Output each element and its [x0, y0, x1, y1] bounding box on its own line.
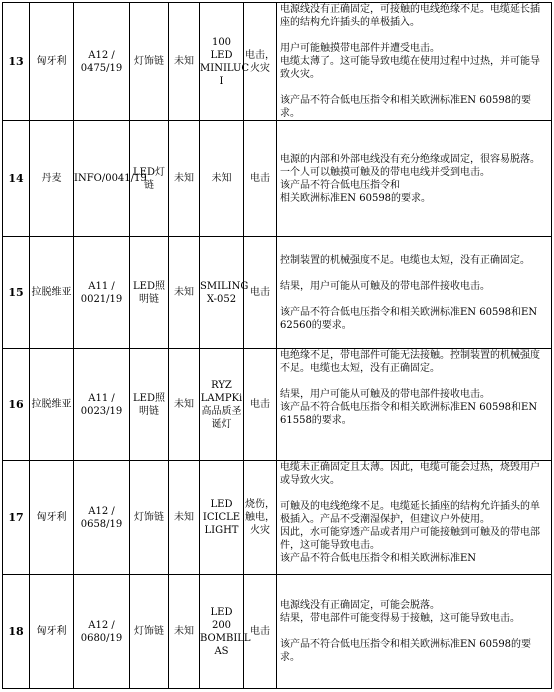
product-cell: 灯饰链	[130, 461, 169, 575]
description-spacer	[280, 487, 548, 500]
country-cell: 匈牙利	[30, 575, 74, 689]
risk-cell: 电击	[244, 237, 277, 349]
description-line: 电缆太薄了。这可能导致电缆在使用过程中过热，并可能导致火灾。	[280, 56, 540, 80]
description-spacer	[280, 81, 548, 94]
description-line: 一个人可以触摸可触及的带电电线并受到电击。	[280, 166, 490, 178]
model-cell: LED ICICLE LIGHT	[200, 461, 244, 575]
table-row	[3, 349, 552, 461]
model-cell: 100 LED MINILUC I	[200, 3, 244, 121]
brand-cell: 未知	[169, 575, 200, 689]
table-row	[3, 575, 552, 689]
row-number: 15	[3, 237, 30, 349]
product-cell: 灯饰链	[130, 575, 169, 689]
table-row	[3, 3, 552, 121]
country-cell: 匈牙利	[30, 3, 74, 121]
hazard-description-cell	[277, 461, 552, 575]
row-number: 16	[3, 349, 30, 461]
reference-cell: A12 / 0475/19	[74, 3, 130, 121]
description-line: 电源线没有正确固定，可能会脱落。	[280, 600, 440, 611]
description-line: 结果，带电部件可能变得易于接触，这可能导致电击。	[280, 613, 520, 624]
country-cell: 拉脱维亚	[30, 237, 74, 349]
risk-cell: 烧伤，触电，火灾	[244, 461, 277, 575]
description-line: 结果，用户可能从可触及的带电部件接收电击。	[280, 280, 490, 292]
description-line: 用户可能触摸带电部件并遭受电击。	[280, 43, 440, 54]
product-cell: LED灯链	[130, 121, 169, 237]
country-cell: 丹麦	[30, 121, 74, 237]
reference-cell: A12 / 0658/19	[74, 461, 130, 575]
risk-cell: 电击	[244, 121, 277, 237]
table-row	[3, 461, 552, 575]
hazard-description-cell	[277, 237, 552, 349]
description-line: 该产品不符合低电压指令和相关欧洲标准EN 60598和EN 62560的要求。	[280, 306, 541, 331]
description-spacer	[280, 293, 548, 306]
model-cell: 未知	[200, 121, 244, 237]
description-line: 因此，水可能穿透产品或者用户可能接触到可触及的带电部件，这可能导致电击。	[280, 527, 540, 551]
description-line: 相关欧洲标准EN 60598的要求。	[280, 192, 432, 204]
description-line: 电绝缘不足，带电部件可能无法接触。控制装置的机械强度不足。电缆也太短，没有正确固定。	[280, 350, 540, 374]
description-line: 控制装置的机械强度不足。电缆也太短，没有正确固定。	[280, 254, 530, 266]
brand-cell: 未知	[169, 237, 200, 349]
hazard-description-cell	[277, 349, 552, 461]
risk-cell: 电击	[244, 575, 277, 689]
table-row	[3, 237, 552, 349]
recall-table	[2, 2, 552, 689]
description-line: 该产品不符合低电压指令和	[280, 179, 400, 191]
reference-cell: INFO/0041/19	[74, 121, 130, 237]
reference-cell: A11 / 0021/19	[74, 237, 130, 349]
row-number: 18	[3, 575, 30, 689]
row-number: 17	[3, 461, 30, 575]
row-number: 14	[3, 121, 30, 237]
model-cell: RYZ LAMPKi 高品质圣诞灯	[200, 349, 244, 461]
hazard-description-cell	[277, 121, 552, 237]
row-number: 13	[3, 3, 30, 121]
brand-cell: 未知	[169, 461, 200, 575]
reference-cell: A11 / 0023/19	[74, 349, 130, 461]
description-line: 该产品不符合低电压指令和相关欧洲标准EN 60598的要求。	[280, 95, 532, 119]
brand-cell: 未知	[169, 121, 200, 237]
description-line: 电缆未正确固定且太薄。因此，电缆可能会过热，烧毁用户或导致火灾。	[280, 462, 540, 486]
description-line: 该产品不符合低电压指令和相关欧洲标准EN 60598的要求。	[280, 639, 532, 663]
model-cell: LED 200 BOMBILL AS	[200, 575, 244, 689]
description-spacer	[280, 29, 548, 42]
description-line: 结果，用户可能从可触及的带电部件接收电击。	[280, 389, 490, 400]
product-cell: LED照明链	[130, 237, 169, 349]
hazard-description-cell	[277, 3, 552, 121]
model-cell: SMILING X-052	[200, 237, 244, 349]
description-line: 电源的内部和外部电线没有充分绝缘或固定，很容易脱落。	[280, 153, 540, 165]
hazard-description-cell	[277, 575, 552, 689]
description-spacer	[280, 625, 548, 638]
country-cell: 匈牙利	[30, 461, 74, 575]
brand-cell: 未知	[169, 349, 200, 461]
description-line: 可触及的电线绝缘不足。电缆延长插座的结构允许插头的单极插入。产品不受潮湿保护，但建议户外使用。	[280, 501, 540, 525]
description-line: 电源线没有正确固定，可接触的电线绝缘不足。电缆延长插座的结构允许插头的单极插入。	[280, 4, 540, 28]
description-line: 该产品不符合低电压指令和相关欧洲标准EN	[280, 553, 477, 564]
description-spacer	[280, 267, 548, 280]
description-spacer	[280, 375, 548, 388]
description-line: 该产品不符合低电压指令和相关欧洲标准EN 60598和EN 61558的要求。	[280, 402, 541, 426]
product-cell: LED照明链	[130, 349, 169, 461]
reference-cell: A12 / 0680/19	[74, 575, 130, 689]
country-cell: 拉脱维亚	[30, 349, 74, 461]
table-row	[3, 121, 552, 237]
brand-cell: 未知	[169, 3, 200, 121]
risk-cell: 电击	[244, 349, 277, 461]
product-cell: 灯饰链	[130, 3, 169, 121]
risk-cell: 电击，火灾	[244, 3, 277, 121]
